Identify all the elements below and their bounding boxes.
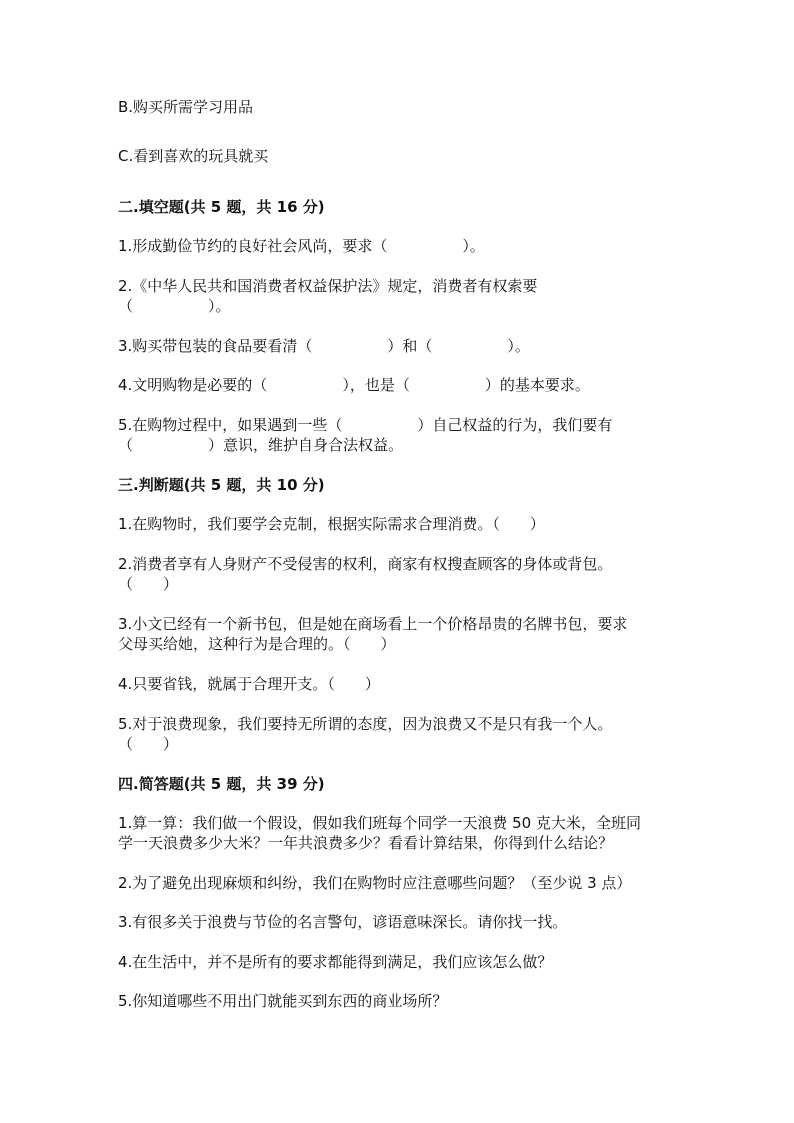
short-answer-question-5: 5.你知道哪些不用出门就能买到东西的商业场所？ <box>118 992 448 1010</box>
fill-in-question-2: 2.《中华人民共和国消费者权益保护法》规定，消费者有权索要 <box>118 277 538 295</box>
true-false-question-4: 4.只要省钱，就属于合理开支。（ ） <box>118 675 380 693</box>
short-answer-question-1-continued: 学一天浪费多少大米？一年共浪费多少？看看计算结果，你得到什么结论？ <box>118 834 614 852</box>
short-answer-question-4: 4.在生活中，并不是所有的要求都能得到满足，我们应该怎么做？ <box>118 953 553 971</box>
short-answer-question-1: 1.算一算：我们做一个假设，假如我们班每个同学一天浪费 50 克大米，全班同 <box>118 814 641 832</box>
fill-in-question-3: 3.购买带包装的食品要看清（ ）和（ ）。 <box>118 337 530 355</box>
section-heading-true-false: 三.判断题(共 5 题，共 10 分) <box>118 476 325 494</box>
short-answer-question-2: 2.为了避免出现麻烦和纠纷，我们在购物时应注意哪些问题？（至少说 3 点） <box>118 874 632 892</box>
fill-in-question-1: 1.形成勤俭节约的良好社会风尚，要求（ ）。 <box>118 237 485 255</box>
true-false-question-3-continued: 父母买给她，这种行为是合理的。（ ） <box>118 635 396 653</box>
true-false-question-2: 2.消费者享有人身财产不受侵害的权利，商家有权搜查顾客的身体或背包。 <box>118 555 613 573</box>
section-heading-fill-in: 二.填空题(共 5 题，共 16 分) <box>118 198 325 216</box>
short-answer-question-3: 3.有很多关于浪费与节俭的名言警句，谚语意味深长。请你找一找。 <box>118 913 568 931</box>
fill-in-question-2-continued: （ ）。 <box>118 297 231 315</box>
section-heading-short-answer: 四.简答题(共 5 题，共 39 分) <box>118 775 325 793</box>
fill-in-question-5-continued: （ ）意识，维护自身合法权益。 <box>118 436 404 454</box>
true-false-question-5: 5.对于浪费现象，我们要持无所谓的态度，因为浪费又不是只有我一个人。 <box>118 715 613 733</box>
fill-in-question-5: 5.在购物过程中，如果遇到一些（ ）自己权益的行为，我们要有 <box>118 416 613 434</box>
true-false-question-2-continued: （ ） <box>118 575 179 593</box>
choice-option-c: C.看到喜欢的玩具就买 <box>118 147 269 165</box>
choice-option-b: B.购买所需学习用品 <box>118 98 254 116</box>
true-false-question-5-continued: （ ） <box>118 735 179 753</box>
true-false-question-1: 1.在购物时，我们要学会克制，根据实际需求合理消费。（ ） <box>118 515 545 533</box>
true-false-question-3: 3.小文已经有一个新书包，但是她在商场看上一个价格昂贵的名牌书包，要求 <box>118 615 628 633</box>
fill-in-question-4: 4.文明购物是必要的（ ），也是（ ）的基本要求。 <box>118 376 590 394</box>
